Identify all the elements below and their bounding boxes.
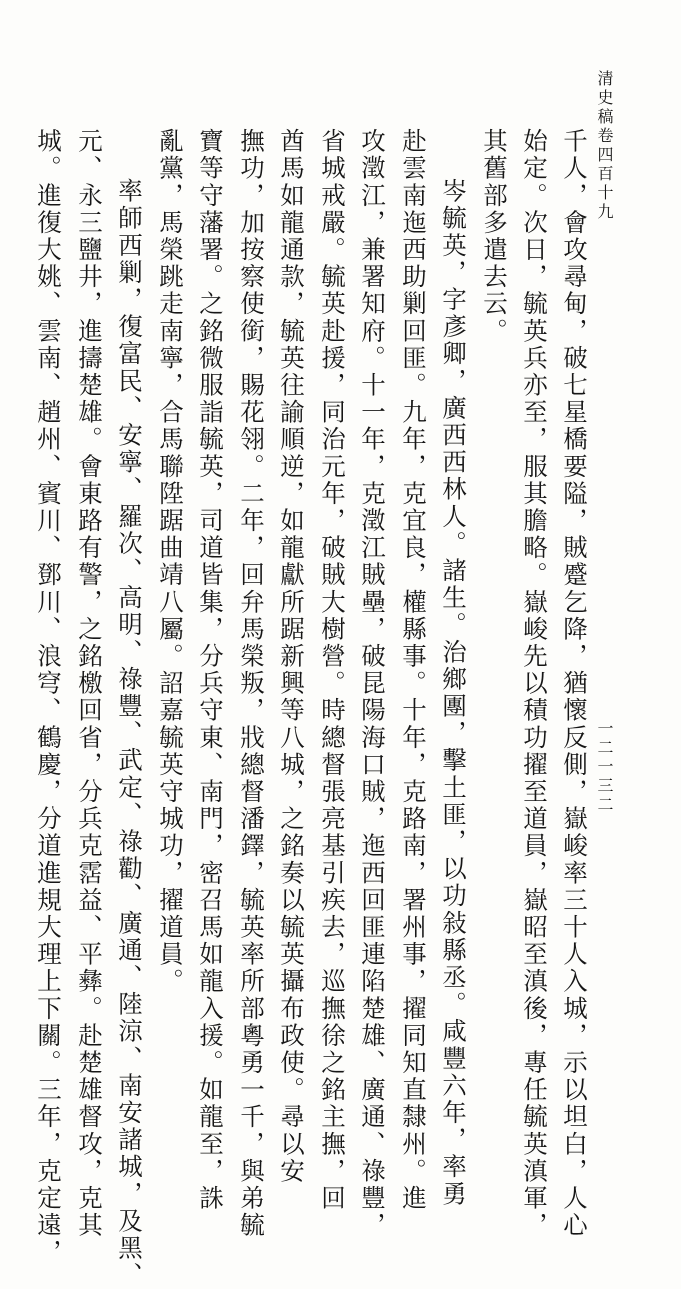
text-column-11: 亂黨，馬榮跳走南寧，合馬聯陞踞曲靖八屬。詔嘉毓英守城功，擢道員。 [156, 128, 185, 996]
text-column-2: 始定。次日，毓英兵亦至，服其膽略。嶽峻先以積功擢至道員，嶽昭至滇後，專任毓英滇軍， [520, 128, 549, 1240]
text-column-9: 撫功，加按察使銜，賜花翎。二年，回弁馬榮叛，戕總督潘鐸，毓英率所部粵勇一千，與弟毓 [237, 128, 266, 1240]
text-column-10: 寶等守藩署。之銘微服詣毓英，司道皆集，分兵守東、南門，密召馬如龍入援。如龍至，誅 [196, 128, 225, 1212]
page-number: 一二一三二 [595, 720, 614, 815]
text-column-4: 岑毓英，字彥卿，廣西西林人。諸生。治鄉團，擊土匪，以功敍縣丞。咸豐六年，率勇 [439, 178, 468, 1208]
text-column-8: 酋馬如龍通款，毓英往諭順逆，如龍獻所踞新興等八城，之銘奏以毓英攝布政使。尋以安 [277, 128, 306, 1185]
text-column-12: 率師西剿，復富民、安寧、羅次、高明、祿豐、武定、祿勸、廣通、陸涼、南安諸城，及黑、 [115, 178, 144, 1289]
text-column-3: 其舊部多遣去云。 [480, 128, 509, 345]
text-column-5: 赴雲南迤西助剿回匪。九年，克宜良，權縣事。十年，克路南，署州事，擢同知直隸州。進 [399, 128, 428, 1212]
text-column-14: 城。進復大姚、雲南、趙州、賓川、鄧川、浪穹、鶴慶，分道進規大理上下關。三年，克定遠， [34, 128, 63, 1267]
text-column-1: 千人，會攻尋甸，破七星橋要隘，賊蹙乞降，猶懷反側，嶽峻率三十人入城，示以坦白，人心 [560, 128, 589, 1240]
text-column-13: 元、永三鹽井，進擣楚雄。會東路有警，之銘檄回省，分兵克霑益、平彝。赴楚雄督攻，克其 [75, 128, 104, 1240]
header-title: 清史稿卷四百十九 [595, 70, 614, 222]
text-column-7: 省城戒嚴。毓英赴援，同治元年，破賊大樹營。時總督張亮基引疾去，巡撫徐之銘主撫，回 [318, 128, 347, 1212]
text-column-6: 攻澂江，兼署知府。十一年，克澂江賊壘，破昆陽海口賊，迤西回匪連陷楚雄、廣通、祿豐， [358, 128, 387, 1240]
